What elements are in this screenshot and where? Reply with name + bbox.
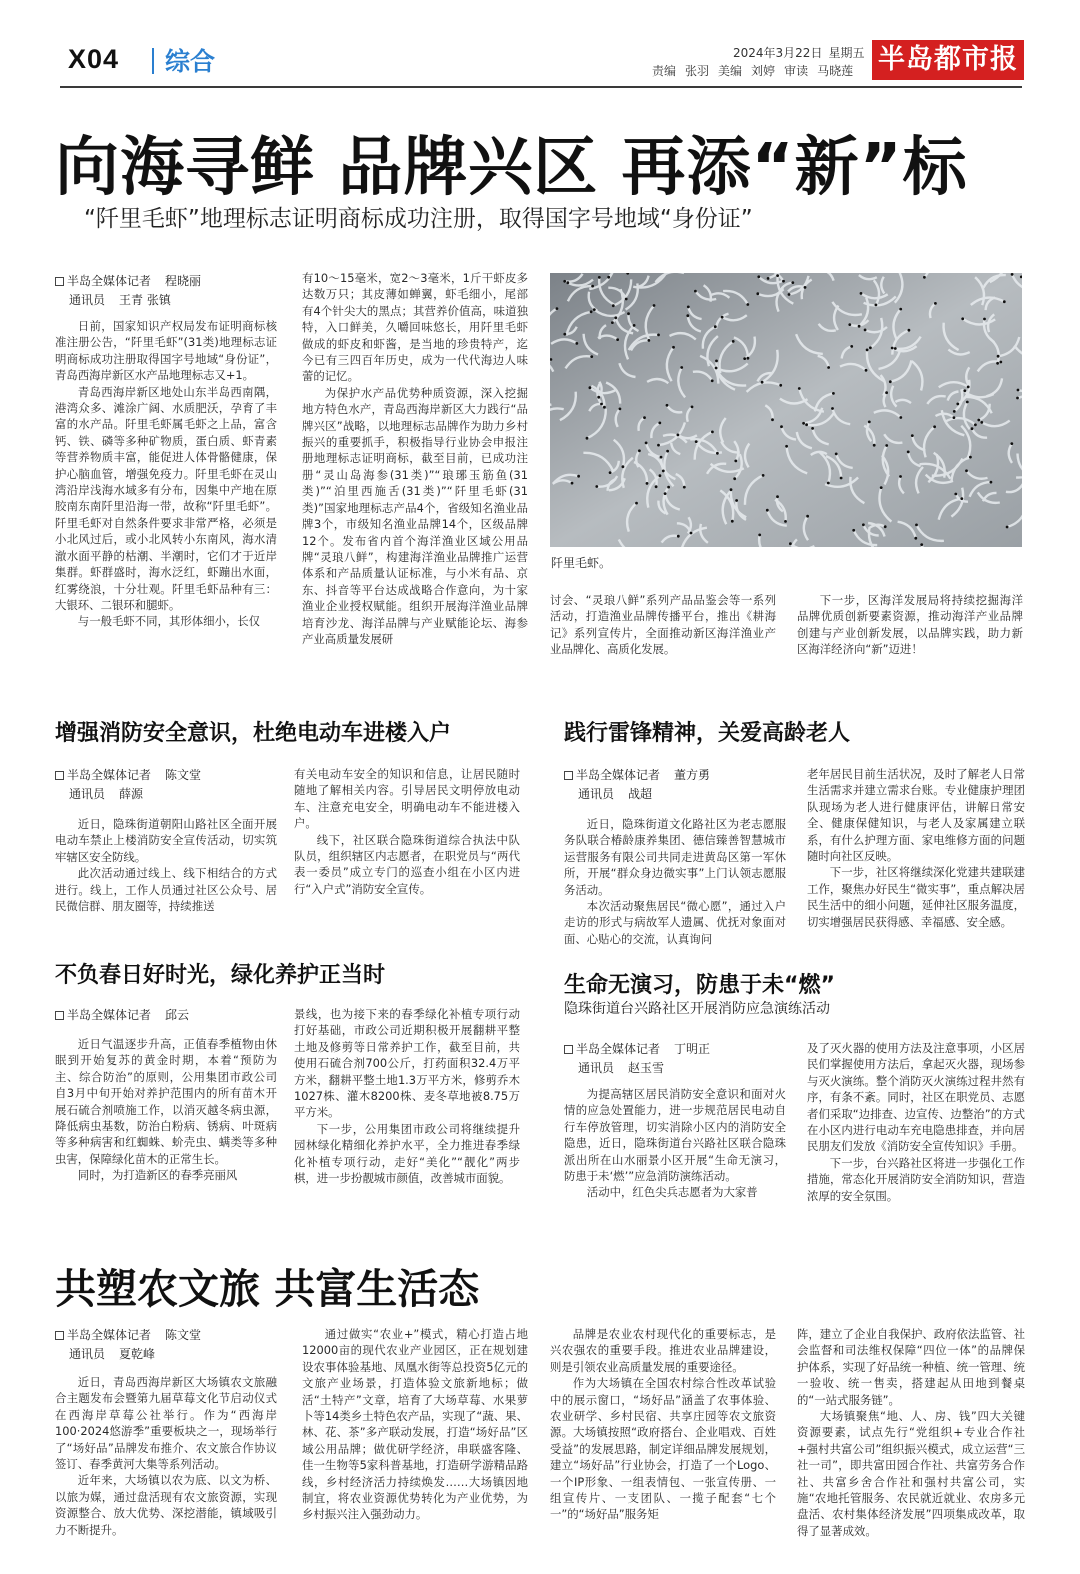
byline-name: 邱云 <box>165 1008 190 1022</box>
drill-column-1 <box>564 1086 786 1226</box>
shrimp-eye <box>691 406 694 409</box>
byline-box-icon <box>55 771 64 780</box>
shrimp-eye <box>756 292 759 295</box>
designer-name: 刘婷 <box>751 64 776 78</box>
shrimp-eye <box>858 325 861 328</box>
shrimp-eye <box>1006 526 1009 529</box>
shrimp-eye <box>805 423 808 426</box>
byline-role: 通讯员 <box>69 1347 106 1361</box>
drill-deck: 隐珠街道台兴路社区开展消防应急演练活动 <box>564 1001 830 1017</box>
shrimp-eye <box>963 389 966 392</box>
byline-role: 半岛全媒体记者 <box>576 1042 661 1056</box>
paragraph: 下一步，台兴路社区将进一步强化工作措施，常态化开展消防安全消防知识，营造浓厚的安全氛围。 <box>807 1155 1025 1203</box>
byline-role: 半岛全媒体记者 <box>67 1328 152 1342</box>
shrimp-eye <box>645 442 648 445</box>
shrimp-eye <box>911 434 914 437</box>
designer-label: 美编 <box>718 64 743 78</box>
shrimp-eye <box>954 493 957 496</box>
shrimp-eye <box>648 339 651 342</box>
byline-box-icon <box>55 277 64 286</box>
shrimp-eye <box>953 416 956 419</box>
fire-column-2 <box>294 766 520 936</box>
lead-headline: 向海寻鲜 品牌兴区 再添“新”标 <box>55 131 968 205</box>
shrimp-eye <box>865 369 868 372</box>
shrimp-eye <box>730 488 733 491</box>
shrimp-eye <box>595 485 598 488</box>
shrimp-eye <box>811 427 814 430</box>
shrimp-eye <box>999 361 1002 364</box>
shrimp-eye <box>593 308 596 311</box>
shrimp-eye <box>616 338 619 341</box>
shrimp-eye <box>767 277 770 280</box>
lead-column-1 <box>55 318 277 660</box>
paragraph: 下一步，公用集团市政公司将继续提升园林绿化精细化养护水平，全力推进春季绿化补植专项行动，走好“美化”“靓化”两步棋，进一步扮靓城市颜值，改善城市面貌。 <box>294 1121 520 1186</box>
shrimp-eye <box>716 452 719 455</box>
byline-box-icon <box>564 771 573 780</box>
section-name: 综合 <box>165 47 216 76</box>
fire-headline: 增强消防安全意识，杜绝电动车进楼入户 <box>55 721 452 746</box>
shrimp-eye <box>711 431 714 434</box>
shrimp-eye <box>563 333 566 336</box>
lead-byline <box>55 272 201 310</box>
shrimp-eye <box>791 281 794 284</box>
shrimp-eye <box>967 386 970 389</box>
agri-column-1 <box>55 1374 277 1560</box>
shrimp-eye <box>804 286 807 289</box>
shrimp-eye <box>746 303 749 306</box>
paragraph: 下一步，社区将继续深化党建共建联建工作，聚焦办好民生“微实事”，重点解决居民生活中的细小问题，延伸社区服务温度，切实增强居民获得感、幸福感、安全感。 <box>807 865 1025 929</box>
shrimp-eye <box>643 416 646 419</box>
shrimp-eye <box>891 347 894 350</box>
shrimp-eye <box>657 444 660 447</box>
shrimp-eye <box>980 421 983 424</box>
shrimp-eye <box>850 345 853 348</box>
shrimp-eye <box>603 406 606 409</box>
shrimp-eye <box>733 477 736 480</box>
paragraph: 阵，建立了企业自我保护、政府依法监管、社会监督和司法维权保障“四位一体”的品牌保护体系，实现了好品统一种植、统一管理、统一验收、统一售卖，搭建起从田地到餐桌的“一站式服务链”。 <box>797 1327 1025 1407</box>
editor-label: 责编 <box>652 64 677 78</box>
byline-box-icon <box>564 1045 573 1054</box>
shrimp-eye <box>762 474 765 477</box>
paragraph: 品牌是农业农村现代化的重要标志，是兴农强农的重要手段。推进农业品牌建设，则是引领农业高质量发展的重要途径。 <box>550 1327 776 1374</box>
weekday: 星期五 <box>828 46 865 60</box>
drill-column-2 <box>807 1040 1025 1226</box>
shrimp-eye <box>827 366 830 369</box>
shrimp-eye <box>611 321 614 324</box>
paragraph: 本次活动聚焦居民“微心愿”，通过入户走访的形式与病故军人遗属、优抚对象面对面、心贴心的交流，认真询问 <box>564 899 786 946</box>
issue-date <box>733 44 870 61</box>
paragraph: 讨会、“灵琅八鲜”系列产品品鉴会等一系列活动，打造渔业品牌传播平台，推出《耕海记》系列宣传片，全面推动新区海洋渔业产业品牌化、高质化发展。 <box>550 593 776 657</box>
paragraph: 通过做实“农业+”模式，精心打造占地12000亩的现代农业产业园区，正在规划建设农事体验基地、凤凰水街等总投资5亿元的文旅产业场景，打造体验文旅新地标；做活“土特产”文章，培育了大场草莓、水果萝卜等14类乡土特色农产品，实现了“蔬、果、林、花、茶”多产联动发展，打造“场好品”区域公用品牌；做优研学经济，串联盛客隆、佳一生物等5家科普基地，打造研学游精品路线，乡村经济活力持续焕发……大场镇因地制宜，将农业资源优势转化为产业优势，为乡村振兴注入强劲动力。 <box>302 1327 528 1522</box>
shrimp-eye <box>788 293 791 296</box>
shrimp-eye <box>933 425 936 428</box>
paragraph: 与一般毛虾不同，其形体细小，长仅 <box>77 614 261 629</box>
agri-byline <box>55 1326 201 1364</box>
shrimp-eye <box>798 387 801 390</box>
byline-name: 薛源 <box>119 787 144 801</box>
paragraph: 景线，也为接下来的春季绿化补植专项行动打好基础，市政公司近期积极开展翻耕平整土地及修剪等日常养护工作，截至目前，共使用石硫合剂700公斤，打药面积32.4万平方米，翻耕平整土地1.3万平方米，修剪乔木1027株、灌木8200株、麦冬草地被8.75万平方米。 <box>294 1007 520 1120</box>
byline-name: 夏乾峰 <box>119 1347 156 1361</box>
byline-role: 通讯员 <box>69 787 106 801</box>
paragraph: 为提高辖区居民消防安全意识和面对火情的应急处置能力，进一步规范居民电动自行车停放管理，切实消除小区内的消防安全隐患，近日，隐珠街道台兴路社区联合隐珠派出所在山水丽景小区开展“生命无演习，防患于未‘燃’”应急消防演练活动。 <box>564 1087 786 1184</box>
shrimp-eye <box>625 298 628 301</box>
paragraph: 近日，隐珠街道文化路社区为老志愿服务队联合椿龄康养集团、德信臻善智慧城市运营服务有限公司共同走进黄岛区第一军休所，开展“群众身边微实事”上门认领志愿服务活动。 <box>564 817 786 897</box>
byline-role: 半岛全媒体记者 <box>67 274 152 288</box>
shrimp-eye <box>721 316 724 319</box>
paragraph: 近日气温逐步升高，正值春季植物由休眠到开始复苏的黄金时期，本着“预防为主、综合防治”的原则，公用集团市政公司自3月中旬开始对养护范围内的所有苗木开展石硫合剂喷施工作，以消灭越冬病虫源，降低病虫基数，防治白粉病、锈病、叶斑病等多种病害和红蜘蛛、蚧壳虫、螨类等多种虫害，保障绿化苗木的正常生长。 <box>55 1037 277 1166</box>
spring-byline <box>55 1006 189 1025</box>
shrimp-eye <box>715 360 718 363</box>
photo-caption: 阡里毛虾。 <box>551 556 612 570</box>
paragraph: 下一步，区海洋发展局将持续挖掘海洋品牌优质创新要素资源，推动海洋产业品牌创建与产业创新发展，以品牌实践，助力新区海洋经济向“新”迈进！ <box>797 593 1023 657</box>
shrimp-eye <box>686 314 689 317</box>
spring-column-2 <box>294 1006 520 1226</box>
shrimp-eye <box>806 515 809 518</box>
shrimp-eye <box>908 329 911 332</box>
paragraph: 同时，为打造新区的春季亮丽风 <box>77 1168 238 1183</box>
shrimp-eye <box>757 275 760 278</box>
shrimp-eye <box>885 444 888 447</box>
drill-headline: 生命无演习，防患于未“燃” <box>564 973 835 998</box>
paragraph: 近日，隐珠街道朝阳山路社区全面开展电动车禁止上楼消防安全宣传活动，切实筑牢辖区安全防线。 <box>55 817 277 864</box>
shrimp-eye <box>714 325 717 328</box>
shrimp-eye <box>711 379 714 382</box>
shrimp-eye <box>566 281 569 284</box>
agri-column-2 <box>302 1326 528 1560</box>
shrimp-eye <box>832 392 835 395</box>
paragraph: 有关电动车安全的知识和信息，让居民随时随地了解相关内容。引导居民文明停放电动车、注意充电安全，明确电动车不能进楼入户。 <box>294 767 520 831</box>
shrimp-eye <box>659 474 662 477</box>
shrimp-eye <box>827 482 830 485</box>
shrimp-eye <box>899 475 902 478</box>
agri-column-4 <box>797 1326 1025 1560</box>
shrimp-eye <box>563 280 566 283</box>
byline-role: 半岛全媒体记者 <box>576 768 661 782</box>
shrimp-eye <box>735 499 738 502</box>
shrimp-eye <box>731 520 734 523</box>
fire-byline <box>55 766 201 804</box>
paragraph: 近日，青岛西海岸新区大场镇农文旅融合主题发布会暨第九届草莓文化节启动仪式在西海岸草莓公社举行。作为“西海岸100·2024悠游季”重要板块之一，现场举行了“场好品”品牌发布推介、农文旅合作协议签订、春季黄河大集等系列活动。 <box>55 1375 277 1472</box>
shrimp-eye <box>633 324 636 327</box>
shrimp-eye <box>600 403 603 406</box>
paragraph: 老年居民目前生活状况，及时了解老人日常生活需求并建立需求台账。专业健康护理团队现场为老人进行健康评估，讲解日常安全、健康保健知识，与老人及家属建立联系，有什么护理方面、家电维修方面的问题随时向社区反映。 <box>807 767 1025 864</box>
shrimp-eye <box>662 470 665 473</box>
shrimp-eye <box>923 276 926 279</box>
shrimp-eye <box>622 465 625 468</box>
shrimp-eye <box>667 486 670 489</box>
shrimp-eye <box>960 497 963 500</box>
shrimp-eye <box>683 486 686 489</box>
shrimp-eye <box>961 317 964 320</box>
shrimp-eye <box>862 523 865 526</box>
byline-name: 赵玉雪 <box>628 1061 665 1075</box>
spring-column-1 <box>55 1036 277 1226</box>
byline-name: 王青 张镇 <box>119 293 171 307</box>
shrimp-eye <box>614 316 617 319</box>
newspaper-masthead: 半岛都市报 <box>872 40 1024 80</box>
elder-column-2 <box>807 766 1025 948</box>
shrimp-eye <box>591 285 594 288</box>
shrimp-eye <box>607 276 610 279</box>
shrimp-eye <box>1017 389 1020 392</box>
byline-name: 陈文堂 <box>165 768 202 782</box>
shrimp-eye <box>956 403 959 406</box>
shrimp-eye <box>1016 397 1019 400</box>
shrimp-eye <box>971 427 974 430</box>
paragraph: 大场镇聚焦“地、人、房、钱”四大关键资源要素，试点先行“党组织+专业合作社+强村共富公司”组织振兴模式，成立运营“三社一司”，即共富田园合作社、共富劳务合作社、共富乡舍合作社和强村共富公司，实施“农地托管服务、农民就近就业、农房多元盘活、农村集体经济发展”四项集成改革，取得了显著成效。 <box>797 1409 1025 1538</box>
shrimp-eye <box>715 367 718 370</box>
byline-box-icon <box>55 1011 64 1020</box>
shrimp-eye <box>852 529 855 532</box>
elder-column-1 <box>564 816 786 948</box>
drill-byline <box>564 1040 710 1078</box>
shrimp-photo <box>550 273 1022 547</box>
elder-byline <box>564 766 710 804</box>
shrimp-eye <box>1011 273 1014 276</box>
shrimp-eye <box>658 422 661 425</box>
paragraph: 近年来，大场镇以农为底、以文为桥、以旅为媒，通过盘活现有农文旅资源，实现资源整合、放大优势、深挖潜能，镇域吸引力不断提升。 <box>55 1473 277 1537</box>
shrimp-eye <box>672 346 675 349</box>
shrimp-eye <box>597 396 600 399</box>
header-divider <box>152 48 154 74</box>
shrimp-eye <box>612 304 615 307</box>
shrimp-eye <box>1003 300 1006 303</box>
shrimp-eye <box>920 543 923 546</box>
shrimp-eye <box>997 355 1000 358</box>
shrimp-eye <box>666 450 669 453</box>
shrimp-eye <box>687 306 690 309</box>
shrimp-eye <box>664 492 667 495</box>
shrimp-eye <box>915 524 918 527</box>
shrimp-eye <box>875 304 878 307</box>
lead-column-3 <box>550 592 776 662</box>
shrimp-eye <box>802 422 805 425</box>
shrimp-eye <box>779 384 782 387</box>
shrimp-eye <box>657 334 660 337</box>
shrimp-eye <box>695 440 698 443</box>
shrimp-eye <box>577 475 580 478</box>
shrimp-eye <box>677 535 680 538</box>
shrimp-eye <box>990 481 993 484</box>
shrimp-eye <box>734 460 737 463</box>
shrimp-eye <box>965 469 968 472</box>
shrimp-eye <box>934 302 937 305</box>
shrimp-eye <box>835 453 838 456</box>
page-number: X04 <box>68 44 120 74</box>
shrimp-eye <box>785 445 788 448</box>
shrimp-eye <box>864 329 867 332</box>
shrimp-eye <box>784 520 787 523</box>
byline-role: 通讯员 <box>578 787 615 801</box>
shrimp-eye <box>894 347 897 350</box>
shrimp-eye <box>974 423 977 426</box>
paragraph: 作为大场镇在全国农村综合性改革试验中的展示窗口，“场好品”涵盖了农事体验、农业研学、乡村民宿、共享庄园等农文旅资源。大场镇按照“政府搭台、企业唱戏、百姓受益”的发展思路，制定详细品牌发展规划，建立“场好品”行业协会，打造了一个Logo、一个IP形象、一组表情包、一张宣传册、一组宣传片、一支团队、一揽子配套“七个一”的“场好品”服务矩 <box>550 1376 776 1522</box>
shrimp-eye <box>907 451 910 454</box>
shrimp-eye <box>1010 442 1013 445</box>
shrimp-eye <box>789 542 792 545</box>
paragraph: 日前，国家知识产权局发布证明商标核准注册公告，“阡里毛虾”(31类)地理标志证明商标成功注册取得国字号地域“身份证”，青岛西海岸新区水产品地理标志又+1。 <box>55 319 277 383</box>
date: 2024年3月22日 <box>733 46 823 60</box>
paragraph: 活动中，红色尖兵志愿者为大家普 <box>586 1185 758 1200</box>
paragraph: 为保护水产品优势种质资源，深入挖掘地方特色水产，青岛西海岸新区大力践行“品牌兴区”战略，以地理标志品牌作为助力乡村振兴的重要抓手，积极指导行业协会申报注册地理标志证明商标，截至目前，已成功注册“灵山岛海参(31类)”“琅琊玉筋鱼(31类)”“泊里西施舌(31类)”“阡里毛虾(31类)”国家地理标志产品4个，省级知名渔业品牌3个，市级知名渔业品牌14个，区级品牌12个。发布省内首个海洋渔业区域公用品牌“灵琅八鲜”，构建海洋渔业品牌推广运营体系和产品质量认证标准，与小米有品、京东、抖音等平台达成战略合作意向，为十家渔业企业授权赋能。组织开展海洋渔业品牌培育沙龙、海洋品牌与产业赋能论坛、海参产业高质量发展研 <box>302 385 528 646</box>
shrimp-eye <box>586 437 589 440</box>
editor-name: 张羽 <box>685 64 710 78</box>
shrimp-eye <box>766 509 769 512</box>
shrimp-eye <box>677 434 680 437</box>
byline-name: 董方勇 <box>674 768 711 782</box>
shrimp-eye <box>771 418 774 421</box>
shrimp-eye <box>627 312 630 315</box>
proofreader-name: 马晓莲 <box>817 64 854 78</box>
byline-box-icon <box>55 1331 64 1340</box>
shrimp-eye <box>694 290 697 293</box>
shrimp-eye <box>873 444 876 447</box>
shrimp-eye <box>780 425 783 428</box>
shrimp-eye <box>589 386 592 389</box>
shrimp-eye <box>899 416 902 419</box>
shrimp-eye <box>840 477 843 480</box>
shrimp-eye <box>885 391 888 394</box>
paragraph: 线下，社区联合隐珠街道综合执法中队队员，组织辖区内志愿者，在职党员与“两代表一委员”成立专门的巡查小组在小区内进行“入户式”消防安全宣传。 <box>294 832 520 896</box>
shrimp-eye <box>680 366 683 369</box>
shrimp-eye <box>969 456 972 459</box>
byline-role: 半岛全媒体记者 <box>67 768 152 782</box>
shrimp-eye <box>619 408 622 411</box>
shrimp-eye <box>556 307 559 310</box>
paragraph: 及了灭火器的使用方法及注意事项，小区居民们掌握使用方法后，拿起灭火器，现场参与灭火演练。整个消防灭火演练过程井然有序，有条不紊。同时，社区在职党员、志愿者们采取“边排查、边宣传、边整治”的方式在小区内进行电动车充电隐患排查，并向居民朋友们发放《消防安全宣传知识》手册。 <box>807 1041 1025 1154</box>
shrimp-eye <box>866 349 869 352</box>
shrimp-eye <box>776 274 779 277</box>
shrimp-eye <box>575 342 578 345</box>
paragraph: 此次活动通过线上、线下相结合的方式进行。线上，工作人员通过社区公众号、居民微信群、朋友圈等，持续推送 <box>55 866 277 914</box>
shrimp-eye <box>899 308 902 311</box>
shrimp-eye <box>983 318 986 321</box>
shrimp-eye <box>732 340 735 343</box>
paragraph: 青岛西海岸新区地处山东半岛西南隅，港湾众多、滩涂广阔、水质肥沃，孕育了丰富的水产品。阡里毛虾属毛虾之上品，富含钙、铁、磷等多种矿物质，蛋白质、虾青素等营养物质丰富，能促进人体骨骼健康，保护心脑血管，增强免疫力。阡里毛虾在灵山湾沿岸浅海水域多有分布，因集中产地在原胶南东南阡里沿海一带，故称“阡里毛虾”。阡里毛虾对自然条件要求非常严格，必须是小北风过后，或小北风转小东南风，海水清澈水面平静的枯潮、半潮时，它们才于近岸集群。虾群盛时，海水泛红，虾蹦出水面，红雾绕浪，十分壮观。阡里毛虾品种有三：大银环、二银环和腿虾。 <box>55 384 277 612</box>
shrimp-eye <box>996 362 999 365</box>
shrimp-eye <box>635 502 638 505</box>
shrimp-eye <box>590 355 593 358</box>
shrimp-eye <box>776 495 779 498</box>
lead-subhead: “阡里毛虾”地理标志证明商标成功注册，取得国字号地域“身份证” <box>84 206 753 232</box>
shrimp-eye <box>609 471 612 474</box>
shrimp-eye <box>782 280 785 283</box>
agri-column-3 <box>550 1326 776 1560</box>
spring-headline: 不负春日好时光，绿化养护正当时 <box>55 963 386 988</box>
byline-role: 通讯员 <box>69 293 106 307</box>
shrimp-eye <box>831 407 834 410</box>
byline-name: 丁明正 <box>674 1042 711 1056</box>
shrimp-eye <box>646 482 649 485</box>
proofreader-label: 审读 <box>784 64 809 78</box>
header-rule <box>60 86 1022 88</box>
shrimp-eye <box>860 292 863 295</box>
byline-name: 战超 <box>628 787 653 801</box>
byline-role: 通讯员 <box>578 1061 615 1075</box>
shrimp-eye <box>914 537 917 540</box>
shrimp-eye <box>743 357 746 360</box>
shrimp-eye <box>977 419 980 422</box>
shrimp-eye <box>690 532 693 535</box>
byline-role: 半岛全媒体记者 <box>67 1008 152 1022</box>
shrimp-eye <box>761 381 764 384</box>
shrimp-eye <box>848 323 851 326</box>
byline-name: 陈文堂 <box>165 1328 202 1342</box>
shrimp-eye <box>653 304 656 307</box>
paragraph: 有10～15毫米，宽2～3毫米，1斤干虾皮多达数万只；其皮薄如蝉翼，虾毛细小，尾部有4个针尖大的黑点；其营养价值高，味道独特，入口鲜美，久嚼回味悠长，用阡里毛虾做成的虾皮和虾酱，是当地的珍贵特产，迄今已有三四百年历史，成为一代代海边人味蕾的记忆。 <box>302 271 528 384</box>
shrimp-eye <box>966 401 969 404</box>
shrimp-eye <box>953 410 956 413</box>
lead-column-2 <box>302 270 528 660</box>
shrimp-eye <box>571 482 574 485</box>
shrimp-eye <box>869 346 872 349</box>
shrimp-eye <box>655 485 658 488</box>
fire-column-1 <box>55 816 277 936</box>
shrimp-eye <box>598 276 601 279</box>
shrimp-eye <box>590 310 593 313</box>
shrimp-eye <box>660 456 663 459</box>
byline-name: 程晓丽 <box>165 274 202 288</box>
lead-column-4 <box>797 592 1023 662</box>
shrimp-eye <box>880 486 883 489</box>
shrimp-eye <box>758 534 761 537</box>
shrimp-eye <box>666 404 669 407</box>
editor-credits <box>652 62 862 79</box>
elder-headline: 践行雷锋精神，关爱高龄老人 <box>564 721 851 746</box>
shrimp-eye <box>889 380 892 383</box>
agri-headline: 共塑农文旅 共富生活态 <box>55 1265 480 1313</box>
shrimp-eye <box>884 525 887 528</box>
shrimp-photo-image <box>550 273 1022 547</box>
shrimp-eye <box>747 357 750 360</box>
shrimp-eye <box>638 449 641 452</box>
shrimp-eye <box>868 421 871 424</box>
